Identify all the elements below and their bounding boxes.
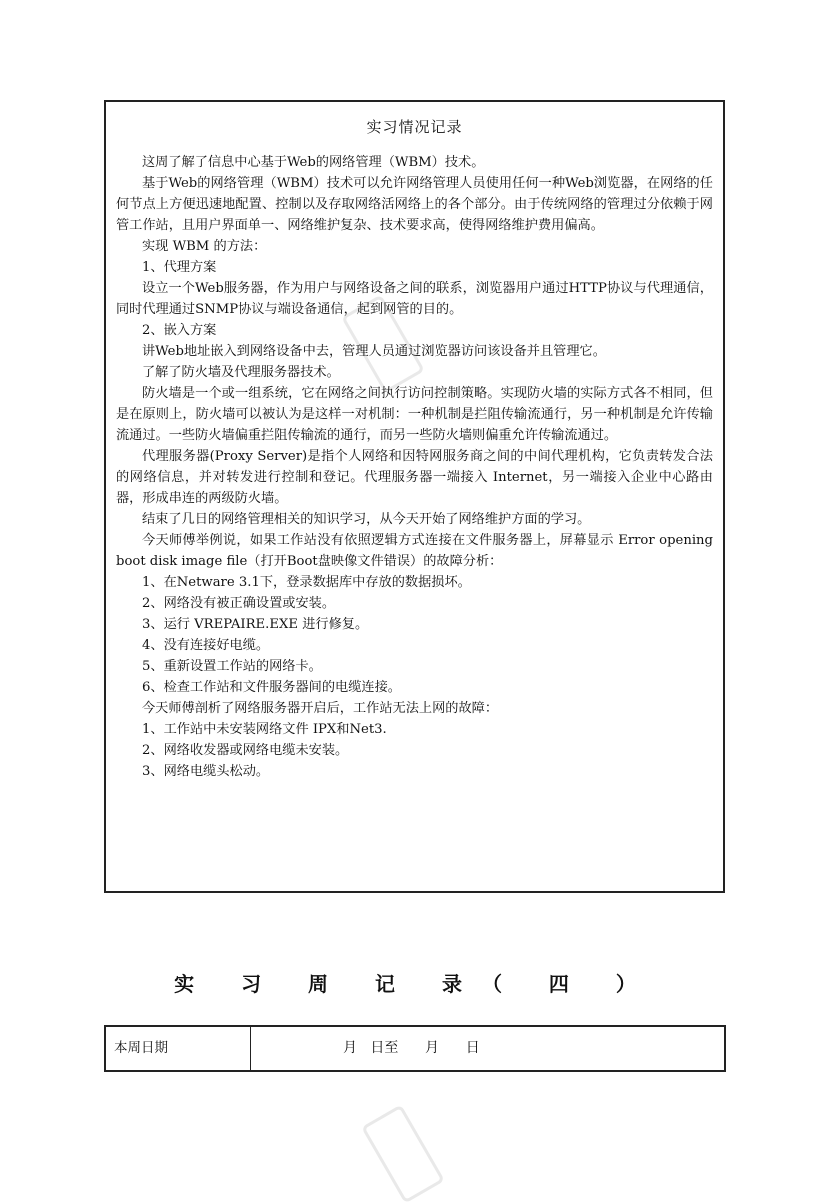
record-body bbox=[116, 152, 713, 782]
record-paragraph: 6、检查工作站和文件服务器间的电缆连接。 bbox=[142, 680, 401, 695]
record-paragraph: 2、嵌入方案 bbox=[142, 323, 217, 338]
record-paragraph: 讲Web地址嵌入到网络设备中去，管理人员通过浏览器访问该设备并且管理它。 bbox=[142, 344, 606, 359]
record-paragraph: 今天师傅举例说，如果工作站没有依照逻辑方式连接在文件服务器上，屏幕显示 Error opening boot disk image file（打开Boot盘映像文件错误）的故障分析： bbox=[116, 533, 713, 569]
record-paragraph: 设立一个Web服务器，作为用户与网络设备之间的联系，浏览器用户通过HTTP协议与代理通信，同时代理通过SNMP协议与端设备通信，起到网管的目的。 bbox=[116, 281, 713, 317]
record-paragraph: 1、在Netware 3.1下，登录数据库中存放的数据损坏。 bbox=[142, 575, 471, 590]
week-date-value[interactable]: 月 日至 月 日 bbox=[343, 1040, 480, 1056]
record-paragraph: 实现 WBM 的方法： bbox=[142, 239, 267, 254]
record-paragraph: 代理服务器(Proxy Server)是指个人网络和因特网服务商之间的中间代理机构，它负责转发合法的网络信息，并对转发进行控制和登记。代理服务器一端接入 Internet，另一端接入企业中心路由器，形成串连的两级防火墙。 bbox=[116, 449, 713, 506]
record-paragraph: 3、运行 VREPAIRE.EXE 进行修复。 bbox=[142, 617, 369, 632]
internship-record-box bbox=[104, 100, 725, 893]
week-record-heading: 实 习 周 记 录（ 四 ） bbox=[174, 972, 656, 996]
week-date-label: 本周日期 bbox=[106, 1027, 251, 1070]
record-paragraph: 2、网络没有被正确设置或安装。 bbox=[142, 596, 336, 611]
record-paragraph: 了解了防火墙及代理服务器技术。 bbox=[142, 365, 340, 380]
record-paragraph: 防火墙是一个或一组系统，它在网络之间执行访问控制策略。实现防火墙的实际方式各不相同，但是在原则上，防火墙可以被认为是这样一对机制：一种机制是拦阻传输流通行，另一种机制是允许传输流通过。一些防火墙偏重拦阻传输流的通行，而另一些防火墙则偏重允许传输流通过。 bbox=[116, 386, 713, 443]
record-paragraph: 这周了解了信息中心基于Web的网络管理（WBM）技术。 bbox=[142, 155, 485, 170]
record-paragraph: 1、代理方案 bbox=[142, 260, 217, 275]
record-paragraph: 2、网络收发器或网络电缆未安装。 bbox=[142, 743, 349, 758]
record-paragraph: 1、工作站中未安装网络文件 IPX和Net3. bbox=[142, 722, 387, 737]
watermark-stamp: ​ bbox=[341, 294, 425, 393]
watermark-stamp: ​ bbox=[361, 1104, 445, 1203]
record-paragraph: 3、网络电缆头松动。 bbox=[142, 764, 270, 779]
record-paragraph: 结束了几日的网络管理相关的知识学习，从今天开始了网络维护方面的学习。 bbox=[142, 512, 591, 527]
record-paragraph: 今天师傅剖析了网络服务器开启后，工作站无法上网的故障： bbox=[142, 701, 499, 716]
record-paragraph: 基于Web的网络管理（WBM）技术可以允许网络管理人员使用任何一种Web浏览器，在网络的任何节点上方便迅速地配置、控制以及存取网络活网络上的各个部分。由于传统网络的管理过分依赖于网管工作站，且用户界面单一、网络维护复杂、技术要求高，使得网络维护费用偏高。 bbox=[116, 176, 713, 233]
week-date-table bbox=[104, 1025, 726, 1072]
record-title: 实习情况记录 bbox=[366, 118, 463, 136]
record-paragraph: 4、没有连接好电缆。 bbox=[142, 638, 270, 653]
record-paragraph: 5、重新设置工作站的网络卡。 bbox=[142, 659, 322, 674]
